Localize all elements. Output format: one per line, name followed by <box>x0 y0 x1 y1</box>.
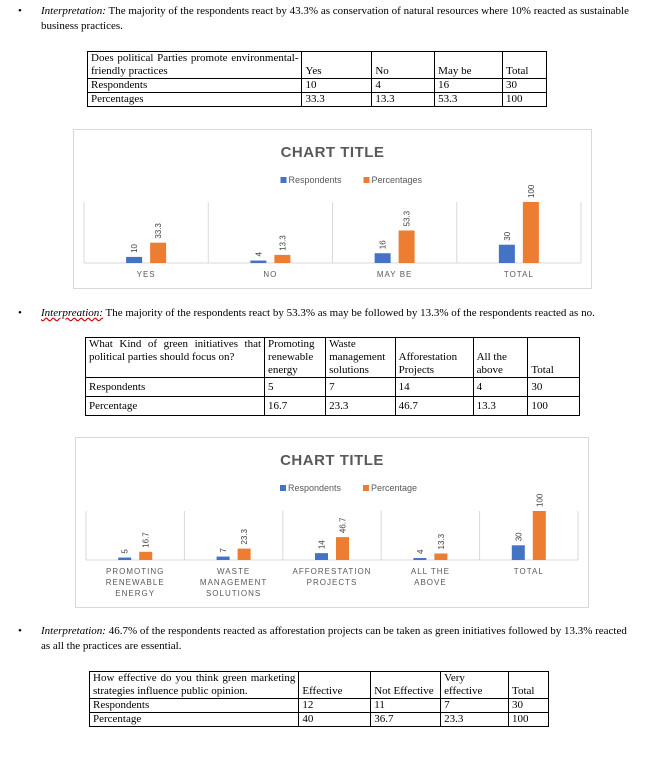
table-cell: 23.3 <box>441 713 509 727</box>
table-cell: Percentages <box>88 93 302 107</box>
table-cell: Respondents <box>90 699 299 713</box>
interpretation-paragraph-2 <box>18 306 638 321</box>
table-cell: 100 <box>528 397 580 416</box>
data-label: 100 <box>535 493 545 507</box>
table-green-initiatives <box>85 337 580 416</box>
table-header-cell: Effective <box>299 672 371 699</box>
interpretation-text: 46.7% of the respondents reacted as afforestation projects can be taken as green initiatives followed by 13.3% reacted as all the practices are essential. <box>41 625 627 652</box>
category-label: ENERGY <box>115 589 156 598</box>
interpretation-text: The majority of the respondents react by 53.3% as may be followed by 13.3% of the respondents reacted as no. <box>102 307 595 319</box>
table-cell: Respondents <box>86 378 265 397</box>
legend-swatch <box>363 485 369 491</box>
category-label: TOTAL <box>503 270 534 279</box>
data-label: 30 <box>514 532 524 542</box>
table-header-cell: Total <box>509 672 549 699</box>
bar-series2 <box>238 549 251 560</box>
table-cell: 12 <box>299 699 371 713</box>
chart-2 <box>75 437 589 608</box>
category-label: TOTAL <box>513 567 544 576</box>
bar-series1 <box>250 261 266 263</box>
table-cell: 14 <box>395 378 473 397</box>
data-label: 13.3 <box>278 235 288 251</box>
bar-series1 <box>315 553 328 560</box>
interpretation-paragraph-1 <box>18 4 638 34</box>
data-label: 4 <box>254 252 264 257</box>
data-label: 14 <box>317 540 327 550</box>
data-label: 30 <box>502 231 512 241</box>
table-row <box>90 699 549 713</box>
bar-series2 <box>533 511 546 560</box>
table-cell: 23.3 <box>326 397 396 416</box>
table-header-cell: Very effective <box>441 672 509 699</box>
table-cell: 46.7 <box>395 397 473 416</box>
bullet-icon: • <box>18 307 22 319</box>
bullet-icon: • <box>18 625 22 637</box>
category-label: ALL THE <box>410 567 450 576</box>
bar-series2 <box>399 230 415 263</box>
table-cell: 30 <box>503 79 547 93</box>
category-label: WASTE <box>217 567 251 576</box>
bullet-icon: • <box>18 5 22 17</box>
table-row <box>86 378 580 397</box>
table-cell: 36.7 <box>371 713 441 727</box>
bar-series1 <box>413 558 426 560</box>
category-label: PROJECTS <box>306 578 358 587</box>
table-header-cell: Total <box>503 52 547 79</box>
category-label: MANAGEMENT <box>199 578 268 587</box>
data-label: 4 <box>415 549 425 555</box>
category-label: PROMOTING <box>106 567 165 576</box>
data-label: 100 <box>526 184 536 198</box>
table-header-cell: All the above <box>473 338 528 378</box>
table-political-parties <box>87 51 547 107</box>
table-header-cell: Yes <box>302 52 372 79</box>
legend-entry: Respondents <box>288 175 342 185</box>
table-header-cell: Waste management solutions <box>326 338 396 378</box>
bar-series1 <box>375 253 391 263</box>
table-row <box>88 79 547 93</box>
table-cell: 53.3 <box>435 93 503 107</box>
data-label: 10 <box>130 243 140 253</box>
table-header-cell: Afforestation Projects <box>395 338 473 378</box>
category-label: YES <box>136 270 156 279</box>
bar-series1 <box>512 545 525 560</box>
table-cell: 4 <box>372 79 435 93</box>
chart-title: CHART TITLE <box>280 452 384 469</box>
table-row <box>90 713 549 727</box>
bar-series2 <box>336 537 349 560</box>
bar-series2 <box>139 552 152 560</box>
legend-swatch <box>281 177 287 183</box>
table-cell: 16.7 <box>265 397 326 416</box>
category-label: ABOVE <box>414 578 447 587</box>
table-cell: 30 <box>509 699 549 713</box>
bar-series1 <box>499 245 515 263</box>
table-cell: 13.3 <box>372 93 435 107</box>
table-header-cell: Does political Parties promote environmental-friendly practices <box>88 52 302 79</box>
category-label: AFFORESTATION <box>292 567 372 576</box>
table-cell: 30 <box>528 378 580 397</box>
bar-series1 <box>126 257 142 263</box>
chart-1-svg <box>74 130 591 288</box>
legend-swatch <box>364 177 370 183</box>
chart-title: CHART TITLE <box>280 144 385 161</box>
table-cell: 40 <box>299 713 371 727</box>
table-cell: 100 <box>503 93 547 107</box>
table-cell: 11 <box>371 699 441 713</box>
table-header-cell: No <box>372 52 435 79</box>
table-header-row <box>90 672 549 699</box>
table-cell: Percentage <box>90 713 299 727</box>
data-label: 33.3 <box>154 223 164 239</box>
table-cell: 7 <box>441 699 509 713</box>
interpretation-text: The majority of the respondents react by 43.3% as conservation of natural resources where 10% reacted as sustainable business practices. <box>41 5 629 32</box>
table-header-row <box>88 52 547 79</box>
data-label: 16 <box>378 240 388 250</box>
data-label: 13.3 <box>436 533 446 550</box>
interpretation-lead: Interpreation: <box>41 307 103 319</box>
table-header-cell: Total <box>528 338 580 378</box>
bar-series2 <box>274 255 290 263</box>
table-green-marketing <box>89 671 549 727</box>
table-header-cell: What Kind of green initiatives that political parties should focus on? <box>86 338 265 378</box>
table-header-cell: Promoting renewable energy <box>265 338 326 378</box>
table-header-row <box>86 338 580 378</box>
bar-series2 <box>523 202 539 263</box>
data-label: 5 <box>120 549 130 554</box>
interpretation-lead: Interpretation: <box>41 625 106 637</box>
table-cell: Percentage <box>86 397 265 416</box>
legend-swatch <box>280 485 286 491</box>
category-label: NO <box>263 270 278 279</box>
legend-entry: Percentage <box>371 483 418 493</box>
bar-series2 <box>150 243 166 263</box>
interpretation-paragraph-3 <box>18 624 638 654</box>
table-row <box>88 93 547 107</box>
chart-2-svg <box>76 438 588 607</box>
table-header-cell: How effective do you think green marketing strategies influence public opinion. <box>90 672 299 699</box>
interpretation-lead: Interpretation: <box>41 5 106 17</box>
category-label: RENEWABLE <box>105 578 165 587</box>
data-label: 46.7 <box>338 517 348 534</box>
data-label: 23.3 <box>240 529 250 545</box>
table-cell: 100 <box>509 713 549 727</box>
category-label: MAY BE <box>376 270 413 279</box>
table-cell: 7 <box>326 378 396 397</box>
table-cell: Respondents <box>88 79 302 93</box>
table-cell: 5 <box>265 378 326 397</box>
table-cell: 13.3 <box>473 397 528 416</box>
table-row <box>86 397 580 416</box>
table-cell: 4 <box>473 378 528 397</box>
bar-series2 <box>434 553 447 560</box>
chart-1 <box>73 129 592 289</box>
legend-entry: Percentages <box>371 175 423 185</box>
legend-entry: Respondents <box>288 483 342 493</box>
category-label: SOLUTIONS <box>205 589 262 598</box>
table-header-cell: May be <box>435 52 503 79</box>
bar-series1 <box>217 557 230 560</box>
table-cell: 33.3 <box>302 93 372 107</box>
data-label: 7 <box>219 548 229 553</box>
data-label: 53.3 <box>402 210 412 227</box>
data-label: 16.7 <box>141 532 151 548</box>
table-cell: 16 <box>435 79 503 93</box>
table-header-cell: Not Effective <box>371 672 441 699</box>
table-cell: 10 <box>302 79 372 93</box>
bar-series1 <box>118 558 131 560</box>
